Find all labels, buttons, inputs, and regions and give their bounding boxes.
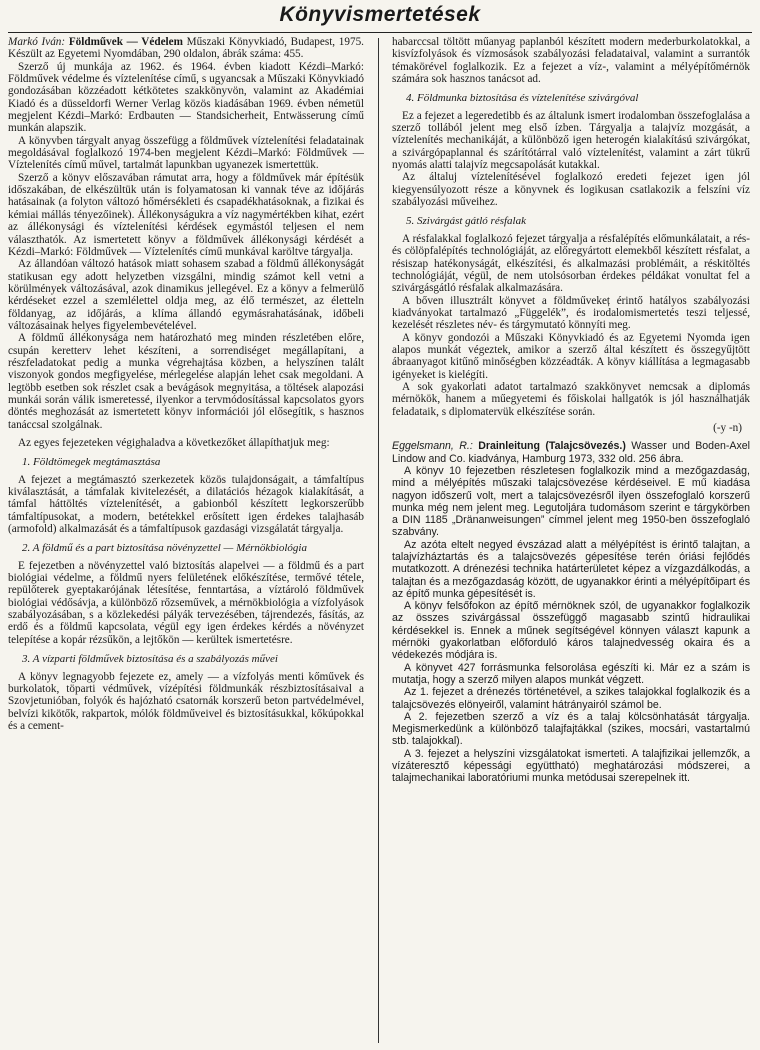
header-rule: [8, 32, 752, 33]
paragraph: Az azóta eltelt negyed évszázad alatt a mélyépítést is érintő talajtan, a talajvízháztartás és a talajcsövezés gépesítése terén óriási fejlődés mutatkozott. A drénezési technika határterületet képez a vízgazdálkodás, a talajtan és a mezőgazdaság között, de ugyanakkor érinti a mélyépítőipart és az építő munka gépesítését is.: [392, 538, 750, 600]
chapter-heading: 1. Földtömegek megtámasztása: [22, 456, 161, 469]
chapter-heading: 4. Földmunka biztosítása és víztelenítése szivárgóval: [406, 92, 639, 105]
paragraph: habarccsal töltött műanyag paplanból készített modern mederburkolatokkal, a kisvízfolyások és vízmosások szabályozási feladataival, valamint a surrantók témakörével foglalkozik. Ez a fejezet a víz-, valamint a mélyépítőmérnök számára sok hasznos tanácsot ad.: [392, 36, 750, 86]
review-author: Eggelsmann, R.:: [392, 440, 473, 453]
review-book-title: Földművek — Védelem: [68, 36, 183, 48]
chapter-heading: 5. Szivárgást gátló résfalak: [406, 215, 526, 228]
paragraph: Ez a fejezet a legeredetibb és az általunk ismert irodalomban összefoglalása a szerző tollából jelent meg első ízben. Tárgyalja a talajvíz mozgását, a víztelenítés mechanikáját, a különböző igen heterogén kialakítású szivárgókat, a szivárgópaplannal és szárítótárral való víztelenítést, valamint a zárt tükrű nyomás alatti talajvíz megcsapolását kutakkal.: [392, 109, 750, 172]
paragraph: Az általuj víztelenítésével foglalkozó eredeti fejezet igen jól kiegyensúlyozott része a könyvnek és logikusan csatlakozik a felszíni víz szabályozási műveihez.: [392, 171, 750, 209]
right-column: [392, 36, 750, 785]
review-heading: [392, 440, 750, 465]
chapter-heading: 3. A vízparti földművek biztosítása és a szabályozás művei: [22, 653, 278, 666]
paragraph: A fejezet a megtámasztó szerkezetek közös tulajdonságait, a támfaltípus kiválasztását, a támfalak kivitelezését, a dilatációs hézagok kialakítását, a támfal háttöltés víztelenítését, a gabionból készített legkorszerűbb támfaltípusokat, a modern, betétekkel erősített igen érdekes talajhasáb (armofold) alkalmazását és a támfaltípusok gazdasági vizsgálatát tárgyalja.: [8, 473, 364, 536]
paragraph: A 3. fejezet a helyszíni vizsgálatokat ismerteti. A talajfizikai jellemzők, a vízáteresztő képessági együttható) meghatározási módszerei, a talajmechanikai laboratóriumi munka metódusai szerepelnek itt.: [392, 747, 750, 785]
paragraph: Szerző a könyv előszavában rámutat arra, hogy a földművek már építésük időszakában, de elkészültük után is folyamatosan ki vannak téve az időjárás hatásainak (a folyton változó hőmérsékleti és csapadékhatásoknak, a fizikai és kémiai mállás tényezőinek). Állékonyságukra a víz nagymértékben kihat, ezért az állékonysági és víztelenítési kérdések egymástól teljesen el nem választhatók. Az ismertetett könyv a földművek állékonysági kérdését a Kézdi–Markó: Földművek — Víztelenítés című munkával karöltve tárgyalja.: [8, 171, 364, 258]
paragraph: A könyv legnagyobb fejezete ez, amely — a vízfolyás menti kőművek és burkolatok, töparti védművek, vízépítési földmunkák részbiztosításaival a Szovjetunióban, folyók és hajózható csatornák korszerű beton partvédelmével, belvízi kikötők, rakpartok, mólók földműveivel és biztosításukkal, kőkúpokkal és a cement-: [8, 670, 364, 732]
paragraph: E fejezetben a növényzettel való biztosítás alapelvei — a földmű és a part biológiai védelme, a földmű nyers felületének előkészítése, termővé tétele, repülőterek gyeptakarójának létesítése, fenntartása, a víztároló földművek biológiai védősávja, a különböző rőzseművek, a mérnökbiológia a vízfolyások szabályozásában, s a közlekedési pályák tervezésében, tájrendezés, fásítás, az erdő és a földmű kapcsolata, végül egy igen érdekes kérdés a növényzet telepítése a kopár rézsűkön, a lejtőkön — kerültek ismertetésre.: [8, 559, 364, 646]
paragraph: A bőven illusztrált könyvet a földművekeț érintő hatályos szabályozási kiadványokat tartalmazó „Függelék”, és irodalomismertetés teszi teljessé, kezelését részletes név- és tárgymutató könnyíti meg.: [392, 294, 750, 332]
second-review: [392, 440, 750, 784]
paragraph: A könyvet 427 forrásmunka felsorolása egészíti ki. Már ez a szám is mutatja, hogy a szerző milyen alapos munkát végzett.: [392, 661, 750, 686]
paragraph: A könyv felsőfokon az építő mérnöknek szól, de ugyanakkor foglalkozik az összes szivárgással összefüggő magasabb szintű hidraulikai kérdésekkel is. Ennek a műnek segítségével könnyen választ kapunk a mérnöki gyakorlatban előforduló káros talajnedvesség okaira és a védekezés módjára is.: [392, 600, 750, 662]
paragraph: A könyv 10 fejezetben részletesen foglalkozik mind a mezőgazdaság, mind a mélyépítés műszaki talajcsövezése kérdéseivel. E mű kiadása nagyon időszerű volt, mert a talajcsövezésről ilyen összefoglaló korszerű munka még nem jelent meg. Legutoljára tudomásom szerint e tárgykörben a DIN 1185 „Dränanweisungen” címmel jelent meg 1950-ben összefoglaló szabvány.: [392, 464, 750, 539]
review-heading: [8, 36, 364, 61]
paragraph: Az állandóan változó hatások miatt sohasem szabad a földmű állékonyságát statikusan egy adott helyzetben vizsgálni, mindig számot kell vetni a körülmények változásával, azok dinamikus jellegével. Ez a könyv a felmerülő kérdéseket ezzel a szemlélettel oldja meg, az élő természet, az életteln földanyag, az időjárás, a klíma állandó egymásrahatásának, időbeli változásainak helyes figyelembevételével.: [8, 258, 364, 332]
paragraph: Az 1. fejezet a drénezés történetével, a szikes talajokkal foglalkozik és a talajcsövezés elönyeiről, valamint hátrányairól számol be.: [392, 686, 750, 711]
left-column: [8, 36, 364, 732]
paragraph: A földmű állékonysága nem határozható meg minden részletében előre, csupán keretterv lehet készíteni, a sorrendiséget megállapítani, a részfeladatokat pedig a munka végrehajtása közben, a helyszínen talált viszonyok gondos megfigyelése, mérlegelése alapján lehet csak megoldani. A legtöbb esetben sok részlet csak a bevágások megnyitása, a töltések alapozási munkái során válik ismeretessé, ilyenkor a tervmódosítással kapcsolatos gyors döntés meghozását az ismertetett könyv információi jól elősegítik, s hasznos tanáccsal szolgálnak.: [8, 332, 364, 431]
paragraph: A résfalakkal foglalkozó fejezet tárgyalja a résfalépítés előmunkálatait, a rés- és cölöpfalépítés technológiáját, az előregyártott elemekből készített résfalat, a résiszap hatékonyságát, elkészítési, és alkalmazási problémáit, a réskitöltés technológiáját, végül, de nem utolsósorban érdekes példákat vonultat fel a szivárgásgátló résfalak alkalmazására.: [392, 232, 750, 295]
section-title: Könyvismertetések: [279, 3, 481, 26]
paragraph: Az egyes fejezeteken végighaladva a következőket állapíthatjuk meg:: [18, 437, 330, 449]
review-publication: Műszaki Könyvkiadó, Budapest, 1975. Készült az Egyetemi Nyomdában, 290 oldalon, ábrák száma: 455.: [8, 36, 364, 61]
paragraph: A sok gyakorlati adatot tartalmazó szakkönyvet nemcsak a diplomás mérnökök, hanem a műegyetemi és főiskolai hallgatók is jól használhatják feladataik, s diplomatervük elkészítése során.: [392, 380, 750, 418]
paragraph: A könyv gondozói a Műszaki Könyvkiadó és az Egyetemi Nyomda igen alapos munkát végeztek, amikor a szerző által készített és összegyűjtött ábraanyagot kitűnő minőségben közzéadták. A könyv kiállítása a legmagasabb igényeket is kielégíti.: [392, 331, 750, 381]
reviewer-signature: (-y -n): [713, 421, 742, 434]
review-author: Markó Iván:: [8, 36, 66, 48]
chapter-heading: 2. A földmű és a part biztosítása növényzettel — Mérnökbiológia: [22, 542, 307, 555]
section-header: [0, 2, 760, 30]
paragraph: Szerző új munkája az 1962. és 1964. évben kiadott Kézdi–Markó: Földművek védelme és víztelenítése című, s ugyancsak a Műszaki Könyvkiadó gondozásában közzéadott kétkötetes szakkönyvön, valamint az Akadémiai Kiadó és a düsseldorfi Werner Verlag közös kiadásában 1969. évben németül megjelent Kézdi–Markó: Erdbauten — Standsicherheit, Entwässerung című munkán alapszik.: [8, 60, 364, 135]
review-book-title: Drainleitung (Talajcsövezés.): [478, 440, 626, 453]
paragraph: A könyvben tárgyalt anyag összefügg a földművek víztelenítési feladatainak megoldásával foglalkozó 1974-ben megjelent Kézdi–Markó: Földművek — Víztelenítés című művel, tartalmát lapunkban ugyanezek ismertettük.: [8, 134, 364, 172]
review-publication: Wasser und Boden-Axel Lindow and Co. kiadványa, Hamburg 1973, 332 old. 256 ábra.: [392, 440, 750, 465]
column-divider: [378, 38, 379, 1043]
paragraph: A 2. fejezetben szerző a víz és a talaj kölcsönhatását tárgyalja. Megismerkedünk a különböző talajfajtákkal (szikes, mocsári, vastartalmú stb. talajokkal).: [392, 710, 750, 748]
